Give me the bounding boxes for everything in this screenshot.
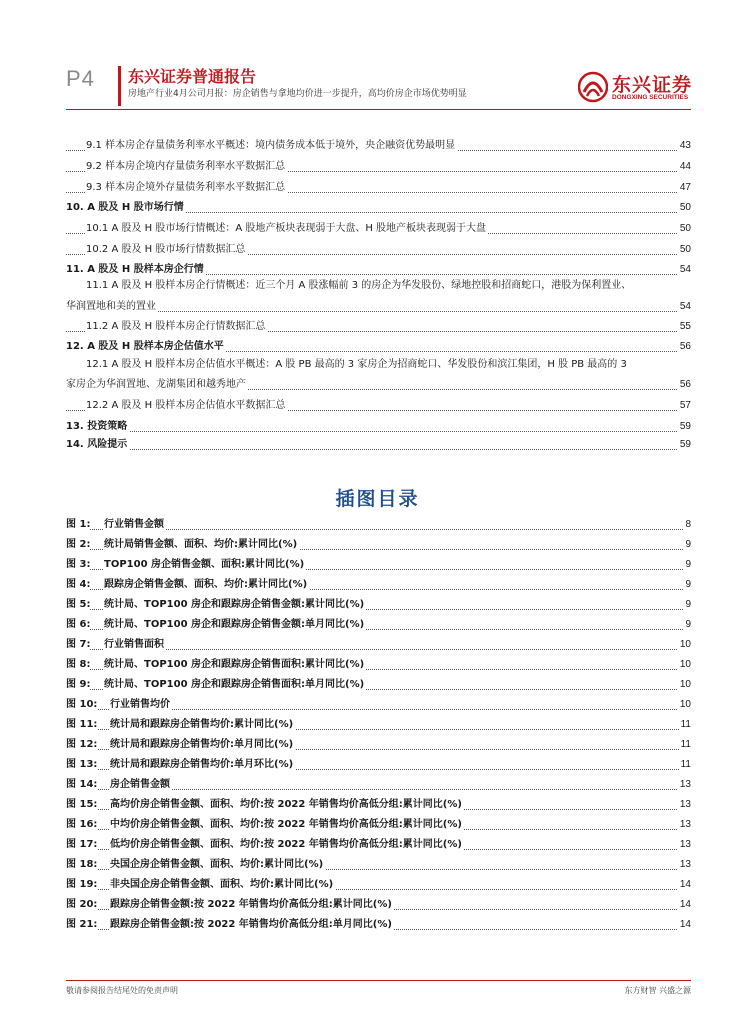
- figure-label: 跟踪房企销售金额、面积、均价:累计同比(%): [104, 576, 309, 594]
- toc-entry-label: 9.3 样本房企境外存量债务利率水平数据汇总: [86, 179, 287, 197]
- footer-slogan: 东方财智 兴盛之源: [624, 986, 691, 995]
- toc-entry-label: 9.2 样本房企境内存量债务利率水平数据汇总: [86, 158, 287, 176]
- figure-label: 统计局、TOP100 房企和跟踪房企销售金额:累计同比(%): [104, 596, 366, 614]
- logo-emblem-icon: [578, 70, 608, 104]
- figure-page: 9: [683, 576, 691, 594]
- figure-entry[interactable]: [66, 836, 691, 854]
- figure-entry[interactable]: [66, 636, 691, 654]
- toc-entry[interactable]: [66, 199, 691, 217]
- figure-label: 统计局和跟踪房企销售均价:单月环比(%): [110, 756, 295, 774]
- figure-label: 房企销售金额: [110, 776, 172, 794]
- header-accent-bar: [118, 66, 121, 106]
- figure-page: 9: [683, 616, 691, 634]
- figure-page: 11: [679, 736, 691, 754]
- figure-number: 图 4:: [66, 576, 90, 594]
- toc-entry-label: 11.2 A 股及 H 股样本房企行情数据汇总: [86, 318, 267, 336]
- figure-label: 行业销售均价: [110, 696, 172, 714]
- header-divider: [66, 109, 691, 110]
- figure-entry[interactable]: [66, 656, 691, 674]
- footer-divider: [66, 980, 691, 981]
- logo-name-cn: 东兴证券: [612, 74, 693, 96]
- figure-page: 13: [678, 796, 691, 814]
- toc-entry-label: 华润置地和美的置业: [66, 298, 158, 316]
- toc-entry[interactable]: [66, 418, 691, 436]
- figure-entry[interactable]: [66, 796, 691, 814]
- toc-entry-wrapped-line[interactable]: 11.1 A 股及 H 股样本房企行情概述：近三个月 A 股涨幅前 3 的房企为华发股份、绿地控股和招商蛇口，港股为保利置业、: [86, 280, 632, 291]
- figure-label: 统计局和跟踪房企销售均价:单月同比(%): [110, 736, 295, 754]
- figure-entry[interactable]: [66, 716, 691, 734]
- toc-entry-label: 13. 投资策略: [66, 418, 129, 436]
- toc-entry-label: 12. A 股及 H 股样本房企估值水平: [66, 338, 226, 356]
- figure-number: 图 8:: [66, 656, 90, 674]
- figure-page: 10: [678, 636, 691, 654]
- toc-entry-page: 50: [678, 199, 691, 217]
- toc-entry-page: 56: [678, 338, 691, 356]
- figure-entry[interactable]: [66, 736, 691, 754]
- figure-entry[interactable]: [66, 816, 691, 834]
- figure-entry[interactable]: [66, 676, 691, 694]
- figure-label: 非央国企房企销售金额、面积、均价:累计同比(%): [110, 876, 335, 894]
- figure-number: 图 19:: [66, 876, 97, 894]
- logo-name-en: DONGXING SECURITIES: [612, 94, 689, 101]
- figure-entry[interactable]: [66, 596, 691, 614]
- figure-label: 统计局销售金额、面积、均价:累计同比(%): [104, 536, 299, 554]
- page-header: [0, 0, 755, 110]
- figure-number: 图 17:: [66, 836, 97, 854]
- toc-entry-label: 14. 风险提示: [66, 436, 129, 454]
- figure-number: 图 21:: [66, 916, 97, 934]
- figure-label: 低均价房企销售金额、面积、均价:按 2022 年销售均价高低分组:累计同比(%): [110, 836, 464, 854]
- toc-entry[interactable]: [66, 220, 691, 238]
- toc-entry[interactable]: [66, 298, 691, 316]
- figure-label: 统计局、TOP100 房企和跟踪房企销售面积:累计同比(%): [104, 656, 366, 674]
- figure-page: 14: [678, 916, 691, 934]
- figure-label: 央国企房企销售金额、面积、均价:累计同比(%): [110, 856, 325, 874]
- figure-page: 10: [678, 656, 691, 674]
- toc-entry-page: 57: [678, 397, 691, 415]
- figure-page: 13: [678, 836, 691, 854]
- figure-number: 图 10:: [66, 696, 97, 714]
- toc-entry-page: 56: [678, 376, 691, 394]
- toc-entry-label: 10. A 股及 H 股市场行情: [66, 199, 186, 217]
- figure-number: 图 16:: [66, 816, 97, 834]
- figure-label: 高均价房企销售金额、面积、均价:按 2022 年销售均价高低分组:累计同比(%): [110, 796, 464, 814]
- toc-entry[interactable]: [66, 241, 691, 259]
- figure-page: 9: [683, 596, 691, 614]
- toc-entry-label: 10.1 A 股及 H 股市场行情概述：A 股地产板块表现弱于大盘、H 股地产板块表现弱于大盘: [86, 220, 488, 238]
- toc-entry[interactable]: [66, 397, 691, 415]
- figure-entry[interactable]: [66, 516, 691, 534]
- toc-entry[interactable]: [66, 137, 691, 155]
- figure-page: 13: [678, 816, 691, 834]
- figure-label: 统计局、TOP100 房企和跟踪房企销售面积:单月同比(%): [104, 676, 366, 694]
- toc-entry-page: 50: [678, 220, 691, 238]
- toc-entry-page: 50: [678, 241, 691, 259]
- figure-entry[interactable]: [66, 536, 691, 554]
- toc-entry-page: 44: [678, 158, 691, 176]
- figure-page: 13: [678, 776, 691, 794]
- toc-entry-label: 家房企为华润置地、龙湖集团和越秀地产: [66, 376, 248, 394]
- figure-entry[interactable]: [66, 616, 691, 634]
- toc-entry[interactable]: [66, 179, 691, 197]
- figure-number: 图 2:: [66, 536, 90, 554]
- toc-entry-page: 47: [678, 179, 691, 197]
- toc-entry-page: 43: [678, 137, 691, 155]
- figure-entry[interactable]: [66, 916, 691, 934]
- figure-entry[interactable]: [66, 696, 691, 714]
- figure-number: 图 1:: [66, 516, 90, 534]
- toc-entry-page: 59: [678, 418, 691, 436]
- figure-label: 行业销售金额: [104, 516, 166, 534]
- figure-page: 10: [678, 676, 691, 694]
- figure-page: 11: [679, 716, 691, 734]
- figure-number: 图 14:: [66, 776, 97, 794]
- figures-section-title: 插图目录: [335, 488, 420, 510]
- toc-entry-label: 9.1 样本房企存量债务利率水平概述：境内债务成本低于境外，央企融资优势最明显: [86, 137, 457, 155]
- report-subtitle: 房地产行业4月公司月报：房企销售与拿地均价进一步提升，高均价房企市场优势明显: [128, 89, 467, 99]
- figure-entry[interactable]: [66, 576, 691, 594]
- figure-entry[interactable]: [66, 756, 691, 774]
- toc-entry[interactable]: [66, 158, 691, 176]
- toc-entry-page: 54: [678, 298, 691, 316]
- figure-label: TOP100 房企销售金额、面积:累计同比(%): [104, 556, 306, 574]
- figure-entry[interactable]: [66, 556, 691, 574]
- figure-label: 跟踪房企销售金额:按 2022 年销售均价高低分组:单月同比(%): [110, 916, 394, 934]
- figure-label: 跟踪房企销售金额:按 2022 年销售均价高低分组:累计同比(%): [110, 896, 394, 914]
- toc-entry-page: 54: [678, 261, 691, 279]
- figure-page: 10: [678, 696, 691, 714]
- company-logo: [578, 70, 698, 108]
- figure-entry[interactable]: [66, 896, 691, 914]
- figure-number: 图 9:: [66, 676, 90, 694]
- figure-label: 行业销售面积: [104, 636, 166, 654]
- figure-page: 8: [683, 516, 691, 534]
- figure-entry[interactable]: [66, 876, 691, 894]
- toc-entry[interactable]: [66, 338, 691, 356]
- toc-entry-label: 12.2 A 股及 H 股样本房企估值水平数据汇总: [86, 397, 287, 415]
- figure-number: 图 5:: [66, 596, 90, 614]
- footer-disclaimer-note: 敬请参阅报告结尾处的免责声明: [66, 986, 178, 995]
- toc-entry-wrapped-line[interactable]: 12.1 A 股及 H 股样本房企估值水平概述：A 股 PB 最高的 3 家房企为招商蛇口、华发股份和滨江集团，H 股 PB 最高的 3: [86, 359, 627, 370]
- figure-label: 统计局和跟踪房企销售均价:累计同比(%): [110, 716, 295, 734]
- toc-entry-label: 11. A 股及 H 股样本房企行情: [66, 261, 206, 279]
- figure-number: 图 13:: [66, 756, 97, 774]
- figure-entry[interactable]: [66, 776, 691, 794]
- figure-label: 统计局、TOP100 房企和跟踪房企销售金额:单月同比(%): [104, 616, 366, 634]
- toc-entry-page: 55: [678, 318, 691, 336]
- figure-number: 图 20:: [66, 896, 97, 914]
- toc-entry[interactable]: [66, 376, 691, 394]
- toc-entry[interactable]: [66, 436, 691, 454]
- figure-number: 图 3:: [66, 556, 90, 574]
- report-type: 东兴证券普通报告: [128, 67, 257, 86]
- figure-page: 14: [678, 896, 691, 914]
- figure-page: 11: [679, 756, 691, 774]
- figure-page: 9: [683, 556, 691, 574]
- figure-page: 9: [683, 536, 691, 554]
- figure-label: 中均价房企销售金额、面积、均价:按 2022 年销售均价高低分组:累计同比(%): [110, 816, 464, 834]
- figure-entry[interactable]: [66, 856, 691, 874]
- figure-number: 图 18:: [66, 856, 97, 874]
- figure-number: 图 6:: [66, 616, 90, 634]
- figure-number: 图 7:: [66, 636, 90, 654]
- figure-number: 图 12:: [66, 736, 97, 754]
- figure-page: 14: [678, 876, 691, 894]
- toc-entry-page: 59: [678, 436, 691, 454]
- page-number: P4: [66, 66, 95, 91]
- figure-page: 13: [678, 856, 691, 874]
- figure-number: 图 11:: [66, 716, 97, 734]
- toc-entry-label: 10.2 A 股及 H 股市场行情数据汇总: [86, 241, 247, 259]
- toc-entry[interactable]: [66, 318, 691, 336]
- figure-number: 图 15:: [66, 796, 97, 814]
